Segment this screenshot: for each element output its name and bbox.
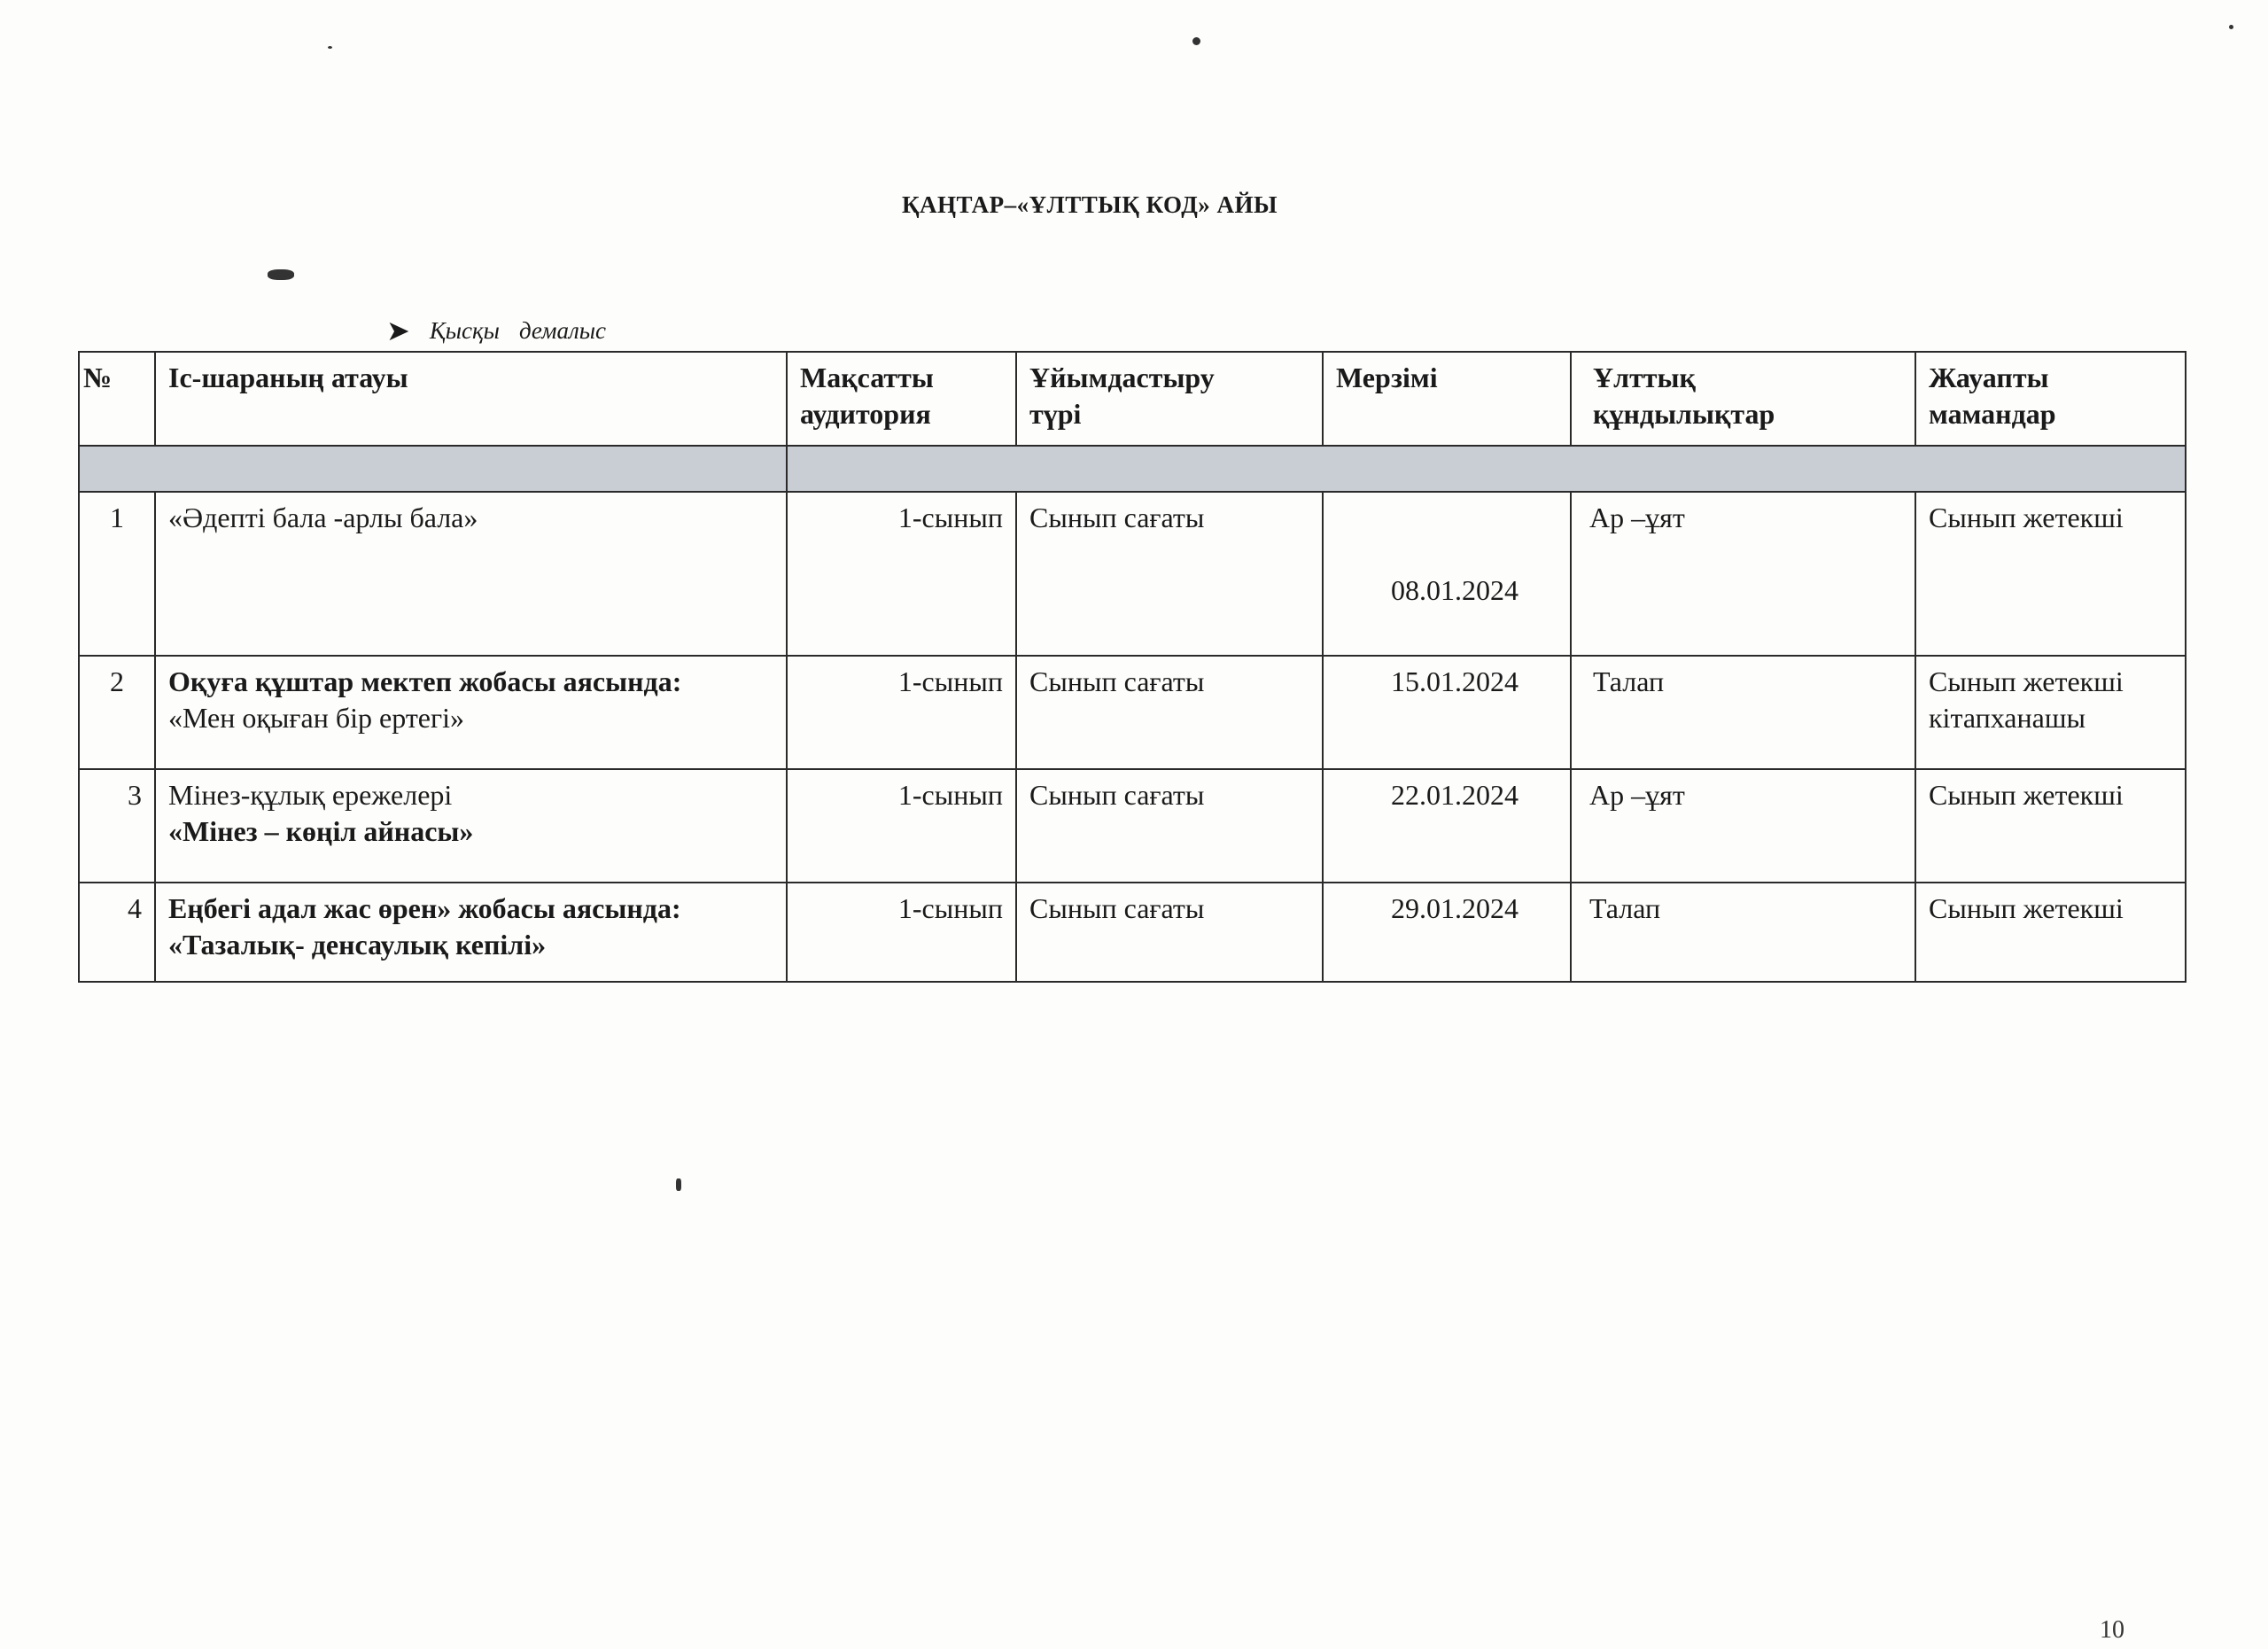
header-form-line1: Ұйымдастыру <box>1029 362 1215 393</box>
row-date <box>1323 492 1571 656</box>
row-date-value: 08.01.2024 <box>1391 574 1518 606</box>
header-responsible <box>1915 352 2186 446</box>
shaded-cell-left <box>79 446 787 492</box>
header-audience-line2: аудитория <box>800 398 931 430</box>
header-event: Іс-шараның атауы <box>155 352 787 446</box>
row-audience: 1-сынып <box>787 769 1016 883</box>
row-event: «Әдепті бала -арлы бала» <box>155 492 787 656</box>
section-heading <box>386 314 606 347</box>
row-num: 2 <box>79 656 155 769</box>
row-responsible: Сынып жетекші <box>1915 769 2186 883</box>
row-event-line2: «Мен оқыған бір ертегі» <box>168 702 465 734</box>
header-date: Мерзімі <box>1323 352 1571 446</box>
header-form <box>1016 352 1323 446</box>
row-num: 4 <box>79 883 155 982</box>
row-date: 15.01.2024 <box>1323 656 1571 769</box>
header-form-line2: түрі <box>1029 398 1082 430</box>
row-responsible: Сынып жетекші <box>1915 492 2186 656</box>
table-row <box>79 883 2186 982</box>
header-audience <box>787 352 1016 446</box>
arrow-bullet-icon: ➤ <box>386 315 410 346</box>
scan-speck <box>2229 25 2233 29</box>
row-form: Сынып сағаты <box>1016 769 1323 883</box>
row-num: 3 <box>79 769 155 883</box>
header-responsible-line1: Жауапты <box>1929 362 2049 393</box>
table-header-row <box>79 352 2186 446</box>
row-event-line1: Еңбегі адал жас өрен» жобасы аясында: <box>168 892 681 924</box>
row-value: Талап <box>1571 883 1915 982</box>
row-responsible-line2: кітапханашы <box>1929 702 2085 734</box>
section-word-1: Қысқы <box>429 316 500 344</box>
event-plan-table <box>78 351 2186 983</box>
section-word-2: демалыс <box>518 316 607 344</box>
row-num: 1 <box>79 492 155 656</box>
header-values-line2: құндылықтар <box>1593 398 1775 430</box>
row-value: Ар –ұят <box>1571 492 1915 656</box>
row-event-line1: Мінез-құлық ережелері <box>168 779 453 811</box>
row-form: Сынып сағаты <box>1016 883 1323 982</box>
row-event-line1: Оқуға құштар мектеп жобасы аясында: <box>168 665 682 697</box>
row-value: Талап <box>1571 656 1915 769</box>
scan-speck <box>676 1178 681 1191</box>
row-form: Сынып сағаты <box>1016 492 1323 656</box>
row-event <box>155 883 787 982</box>
table-row <box>79 769 2186 883</box>
row-responsible-line1: Сынып жетекші <box>1929 665 2124 697</box>
scan-speck <box>1192 37 1200 45</box>
row-audience: 1-сынып <box>787 656 1016 769</box>
row-value: Ар –ұят <box>1571 769 1915 883</box>
header-responsible-line2: мамандар <box>1929 398 2056 430</box>
row-form: Сынып сағаты <box>1016 656 1323 769</box>
header-values <box>1571 352 1915 446</box>
header-audience-line1: Мақсатты <box>800 362 934 393</box>
row-audience: 1-сынып <box>787 492 1016 656</box>
header-values-line1: Ұлттық <box>1593 362 1696 393</box>
row-event <box>155 769 787 883</box>
row-date: 29.01.2024 <box>1323 883 1571 982</box>
scan-speck <box>328 46 332 49</box>
row-date: 22.01.2024 <box>1323 769 1571 883</box>
row-responsible <box>1915 656 2186 769</box>
row-event <box>155 656 787 769</box>
table-row <box>79 656 2186 769</box>
table-row <box>79 492 2186 656</box>
page-title: ҚАҢТАР–«ҰЛТТЫҚ КОД» АЙЫ <box>901 191 1278 218</box>
header-num: № <box>79 352 155 446</box>
row-event-line2: «Тазалық- денсаулық кепілі» <box>168 929 547 961</box>
page-number: 10 <box>2100 1616 2124 1644</box>
shaded-divider-row <box>79 446 2186 492</box>
shaded-cell-right <box>787 446 2186 492</box>
row-audience: 1-сынып <box>787 883 1016 982</box>
row-responsible: Сынып жетекші <box>1915 883 2186 982</box>
row-event-line2: «Мінез – көңіл айнасы» <box>168 815 474 847</box>
scan-speck <box>268 269 294 280</box>
